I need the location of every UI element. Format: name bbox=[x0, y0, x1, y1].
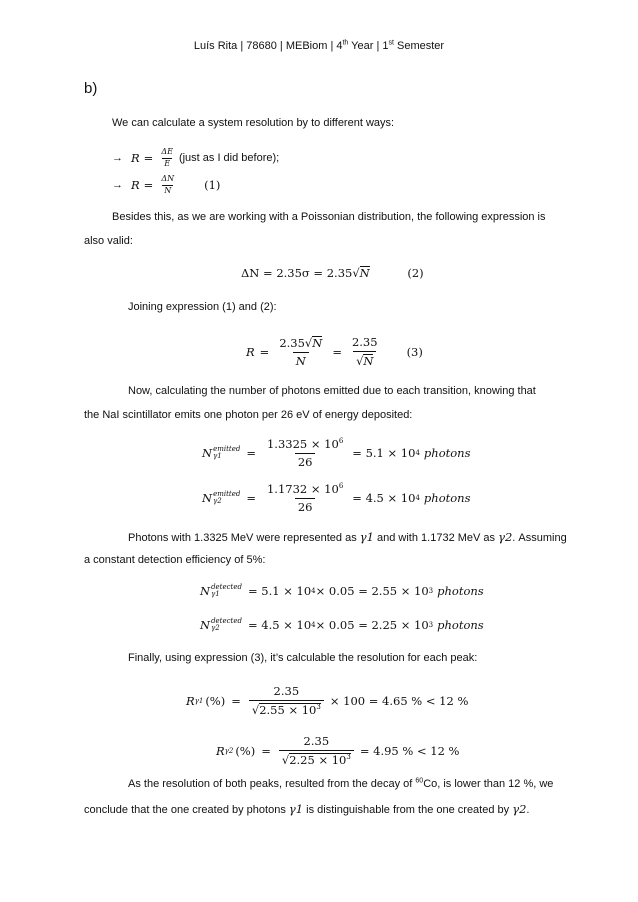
paragraph-now-line1: Now, calculating the number of photons emitted due to each transition, knowing that bbox=[128, 385, 536, 397]
equation-detected-1: N detected γ1 = 5.1 × 10 4 × 0.05 = 2.55 × 10 3 photons bbox=[200, 583, 484, 598]
numerator: 2.35 bbox=[273, 684, 300, 699]
paragraph-now-line2: the NaI scintillator emits one photon per 26 eV of energy deposited: bbox=[84, 409, 413, 421]
resolution-def-1 bbox=[112, 146, 279, 170]
paragraph-photons-line2: a constant detection efficiency of 5%: bbox=[84, 554, 266, 566]
sqrt-sign: √ bbox=[251, 703, 260, 717]
n-symbol: N bbox=[200, 584, 211, 598]
equation-tag-3: (3) bbox=[406, 345, 423, 359]
sqrt-n: N bbox=[312, 336, 323, 351]
numerator: ΔE bbox=[161, 146, 173, 156]
sqrt-content bbox=[289, 753, 351, 767]
sqrt-sign: √ bbox=[304, 336, 313, 351]
eq-sign: = bbox=[332, 345, 342, 359]
super-sub bbox=[211, 584, 242, 598]
text-part: and with 1.1732 MeV as bbox=[373, 532, 499, 544]
den-value: 2.55 × 10 bbox=[259, 703, 317, 717]
resolution-2-result: = 4.95 % < 12 % bbox=[359, 744, 460, 758]
denominator: E bbox=[164, 158, 171, 168]
denominator bbox=[279, 750, 354, 767]
numerator: 2.35 bbox=[303, 734, 330, 749]
exp: 3 bbox=[316, 703, 321, 712]
gamma1-symbol: γ1 bbox=[359, 530, 374, 544]
detected-label: detected bbox=[211, 583, 242, 591]
equation-tag-2: (2) bbox=[407, 266, 424, 280]
arrow-icon: → bbox=[112, 152, 123, 164]
numerator bbox=[264, 438, 346, 453]
r-symbol: R bbox=[131, 151, 140, 165]
arrow-icon: → bbox=[112, 179, 123, 191]
denominator: N bbox=[164, 185, 172, 195]
photons-unit: photons bbox=[423, 446, 471, 460]
equation-emitted-2: N emitted γ2 = $\frac{1.1732 \times 10^6}{26}$ = 4.5 × 10 4 photons bbox=[202, 481, 471, 514]
denominator bbox=[353, 351, 376, 368]
note-text: (just as I did before); bbox=[178, 152, 280, 164]
paragraph-finally: Finally, using expression (3), it’s calculable the resolution for each peak: bbox=[128, 652, 478, 664]
emitted-label: emitted bbox=[213, 445, 241, 453]
eq-sign: = bbox=[246, 491, 256, 505]
r-symbol: R bbox=[131, 178, 140, 192]
equation-3 bbox=[246, 330, 423, 374]
header-th: th bbox=[342, 39, 349, 47]
eq2-n: N bbox=[359, 266, 370, 280]
gamma1-sub: γ1 bbox=[211, 590, 220, 598]
numerator: ΔN bbox=[161, 173, 175, 183]
text-part: Photons with 1.3325 MeV were represented as bbox=[128, 532, 360, 544]
emitted-label: emitted bbox=[213, 490, 241, 498]
emitted-2-fraction bbox=[264, 483, 346, 513]
paragraph-conclusion-line2 bbox=[84, 802, 529, 816]
eq2-lhs: ΔN = 2.35σ = 2.35 bbox=[241, 266, 353, 280]
header-year: Year | 1 bbox=[348, 40, 389, 52]
detected-label: detected bbox=[211, 617, 242, 625]
super-sub bbox=[211, 618, 242, 632]
eq-sign: = bbox=[261, 744, 271, 758]
gamma1-symbol: γ1 bbox=[288, 802, 304, 816]
text-part: is distinguishable from the one created by bbox=[303, 804, 513, 816]
text-part: . Assuming bbox=[512, 532, 567, 544]
eq-sign: = bbox=[231, 694, 241, 708]
r-symbol: R bbox=[246, 345, 255, 359]
gamma2-sub: γ2 bbox=[213, 497, 222, 505]
eq-sign: = bbox=[259, 345, 270, 359]
header-semester: Semester bbox=[393, 40, 445, 52]
page-header bbox=[0, 40, 638, 52]
fraction-dn-n bbox=[159, 175, 176, 196]
text-part: As the resolution of both peaks, resulted from the decay of bbox=[128, 778, 416, 790]
gamma2-sub: γ2 bbox=[211, 624, 220, 632]
paragraph-conclusion-line1 bbox=[128, 778, 553, 790]
numerator bbox=[276, 336, 325, 352]
sqrt-sign: √ bbox=[281, 753, 290, 767]
eq3-fraction-1 bbox=[276, 336, 325, 367]
photons-unit: photons bbox=[437, 584, 484, 598]
gamma1-sub: γ1 bbox=[213, 452, 222, 460]
emitted-2-result: = 4.5 × 10 bbox=[352, 491, 416, 505]
sqrt-sign: √ bbox=[352, 266, 360, 280]
den-value: 2.25 × 10 bbox=[289, 753, 347, 767]
emitted-1-result: = 5.1 × 10 bbox=[352, 446, 416, 460]
paragraph-besides-line2: also valid: bbox=[84, 235, 133, 247]
denominator: N bbox=[293, 352, 309, 368]
text-part: conclude that the one created by photons bbox=[84, 804, 289, 816]
eq-sign: = bbox=[143, 151, 154, 165]
header-st: st bbox=[388, 39, 394, 47]
photons-unit: photons bbox=[423, 491, 471, 505]
equation-resolution-2: R γ2 (%) = $\frac{2.35}{√2.25 \times 10^3}$ = 4.95 % < 12 % bbox=[216, 734, 460, 767]
resolution-def-2 bbox=[112, 173, 220, 197]
text-part: Co, is lower than 12 %, we bbox=[423, 778, 554, 790]
num-value: 1.1732 × 10 bbox=[266, 481, 339, 496]
numerator: 2.35 bbox=[351, 335, 378, 350]
num-value: 1.3325 × 10 bbox=[266, 436, 339, 451]
paragraph-besides-line1: Besides this, as we are working with a Poissonian distribution, the following expression is bbox=[112, 211, 546, 223]
equation-detected-2: N detected γ2 = 4.5 × 10 4 × 0.05 = 2.25 × 10 3 photons bbox=[200, 617, 484, 632]
exp: 3 bbox=[346, 753, 351, 762]
section-heading: b) bbox=[84, 80, 98, 97]
equation-emitted-1: N emitted γ1 = $\frac{1.3325 \times 10^6}{26}$ = 5.1 × 10 4 photons bbox=[202, 436, 471, 469]
header-author: Luís Rita | 78680 | MEBiom | 4 bbox=[193, 40, 343, 52]
gamma2-symbol: γ2 bbox=[498, 530, 513, 544]
detected-2-rhs-b: × 0.05 = 2.25 × 10 bbox=[315, 618, 429, 632]
intro-text: We can calculate a system resolution by to different ways: bbox=[112, 117, 395, 129]
percent-label: (%) bbox=[235, 744, 256, 758]
numerator bbox=[264, 483, 346, 498]
sqrt-n: N bbox=[363, 354, 374, 368]
n-symbol: N bbox=[202, 446, 213, 460]
joining-text: Joining expression (1) and (2): bbox=[128, 301, 277, 313]
text-part: . bbox=[526, 804, 530, 816]
denominator: 26 bbox=[295, 453, 316, 469]
eq-sign: = bbox=[143, 178, 154, 192]
equation-resolution-1: R γ1 (%) = $\frac{2.35}{√2.55 \times 10^3}$ × 100 = 4.65 % < 12 % bbox=[186, 684, 469, 717]
detected-1-rhs: = 5.1 × 10 bbox=[248, 584, 312, 598]
denominator bbox=[249, 700, 324, 717]
exp: 6 bbox=[338, 482, 344, 491]
denominator: 26 bbox=[295, 498, 316, 514]
super-sub bbox=[213, 491, 240, 505]
equation-tag-1: (1) bbox=[204, 178, 221, 192]
n-symbol: N bbox=[202, 491, 213, 505]
resolution-1-fraction bbox=[249, 685, 324, 716]
fraction-de-e bbox=[159, 148, 175, 169]
sqrt-sign: √ bbox=[356, 354, 364, 368]
exp: 6 bbox=[338, 437, 344, 446]
r-symbol: R bbox=[216, 744, 225, 758]
r-symbol: R bbox=[186, 694, 195, 708]
eq3-fraction-2 bbox=[349, 336, 381, 367]
detected-1-rhs-b: × 0.05 = 2.55 × 10 bbox=[315, 584, 429, 598]
gamma2-symbol: γ2 bbox=[512, 802, 527, 816]
paragraph-photons-line1 bbox=[128, 530, 567, 544]
detected-2-rhs: = 4.5 × 10 bbox=[248, 618, 312, 632]
photons-unit: photons bbox=[437, 618, 484, 632]
super-sub bbox=[213, 446, 240, 460]
resolution-2-fraction bbox=[279, 735, 354, 766]
n-symbol: N bbox=[200, 618, 211, 632]
eq-sign: = bbox=[246, 446, 256, 460]
emitted-1-fraction bbox=[264, 438, 346, 468]
isotope-mass: 60 bbox=[415, 777, 424, 785]
percent-label: (%) bbox=[205, 694, 226, 708]
resolution-1-result: × 100 = 4.65 % < 12 % bbox=[329, 694, 469, 708]
num-value: 2.35 bbox=[279, 336, 305, 351]
sqrt-content bbox=[259, 703, 321, 717]
equation-2 bbox=[241, 266, 424, 280]
